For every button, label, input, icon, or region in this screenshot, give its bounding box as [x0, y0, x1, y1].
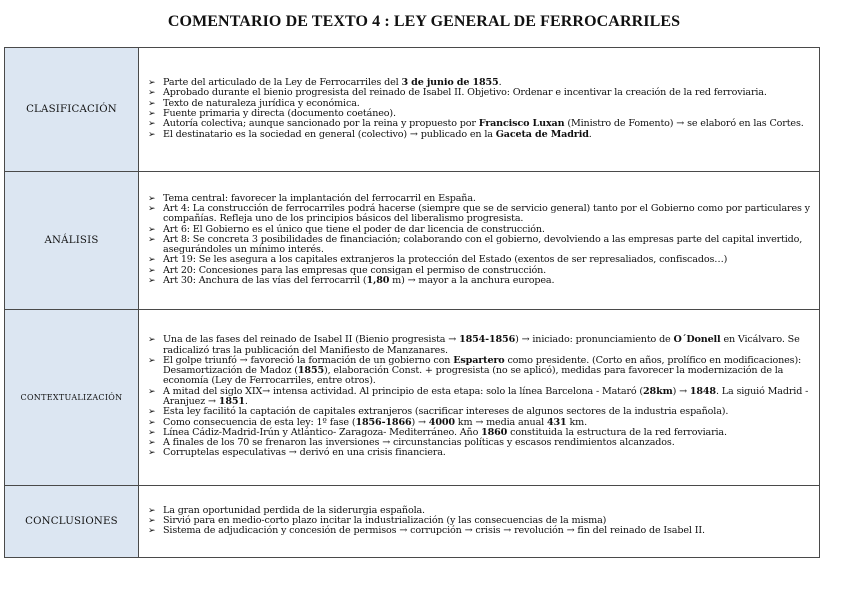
bold-text: 28km: [643, 385, 673, 397]
text-segment: constituida la estructura de la red ferroviaria.: [507, 426, 727, 438]
section-content: [139, 48, 820, 172]
arrow-bullet-icon: ➢: [148, 526, 156, 537]
bold-text: 3 de junio de 1855: [401, 77, 499, 89]
text-segment: ) →: [411, 416, 429, 428]
arrow-bullet-icon: ➢: [148, 427, 156, 438]
bold-text: Francisco Luxan: [478, 118, 565, 130]
text-segment: Parte del articulado de la Ley de Ferrocarriles del: [163, 77, 402, 89]
text-segment: Sirvió para en medio-corto plazo incitar la industrialización (y las consecuencias de la misma): [163, 514, 607, 526]
arrow-bullet-icon: ➢: [148, 129, 156, 140]
bullet-list: [145, 194, 815, 287]
text-segment: Art 8: Se concreta 3 posibilidades de financiación; colaborando con el gobierno, devolviendo a las empresas parte del capital invertido, asegurándoles un mínimo interés.: [163, 233, 803, 256]
text-segment: A mitad del siglo XIX→ intensa actividad. Al principio de esta etapa: solo la línea Barcelona - Mataró (: [163, 385, 644, 397]
arrow-bullet-icon: ➢: [148, 224, 156, 235]
arrow-bullet-icon: ➢: [148, 109, 156, 119]
text-segment: ) →: [672, 385, 690, 397]
section-label: CLASIFICACIÓN: [5, 48, 139, 172]
section-row: [5, 172, 820, 310]
arrow-bullet-icon: ➢: [148, 417, 156, 428]
arrow-bullet-icon: ➢: [148, 203, 156, 214]
text-segment: Art 4: La construcción de ferrocarriles podrá hacerse (siempre que se de servicio general) tanto por el Gobierno como por particulares y compañías. Refleja uno de los principios básicos del liberalismo progresista.: [163, 202, 810, 225]
text-segment: Una de las fases del reinado de Isabel II (Bienio progresista →: [163, 334, 460, 346]
text-segment: m) → mayor a la anchura europea.: [389, 275, 555, 287]
arrow-bullet-icon: ➢: [148, 276, 156, 287]
text-segment: Texto de naturaleza jurídica y económica.: [163, 97, 360, 109]
arrow-bullet-icon: ➢: [148, 255, 156, 266]
bold-text: 1856-1866: [355, 416, 412, 428]
bullet-item: [145, 526, 815, 536]
text-segment: Tema central: favorecer la implantación del ferrocarril en España.: [163, 192, 476, 204]
arrow-bullet-icon: ➢: [148, 505, 156, 516]
section-content: [139, 486, 820, 558]
arrow-bullet-icon: ➢: [148, 386, 156, 397]
arrow-bullet-icon: ➢: [148, 515, 156, 526]
bold-text: Gaceta de Madrid: [495, 128, 589, 140]
text-segment: km → media anual: [454, 416, 547, 428]
arrow-bullet-icon: ➢: [148, 119, 156, 130]
arrow-bullet-icon: ➢: [148, 265, 156, 276]
bullet-item: [145, 387, 815, 408]
bold-text: 1,80: [366, 275, 390, 287]
document-title: COMENTARIO DE TEXTO 4 : LEY GENERAL DE FERROCARRILES: [167, 13, 681, 30]
arrow-bullet-icon: ➢: [148, 88, 156, 99]
text-segment: como presidente. (Corto en años, prolífico en modificaciones): Desamortización de Madoz (: [163, 354, 802, 377]
text-segment: Fuente primaria y directa (documento coetáneo).: [163, 108, 396, 119]
bullet-list: [145, 506, 815, 537]
bullet-item: [145, 204, 815, 225]
arrow-bullet-icon: ➢: [148, 355, 156, 366]
text-segment: Autoría colectiva; aunque sancionado por la reina y propuesto por: [163, 118, 479, 130]
text-segment: Art 30: Anchura de las vías del ferrocarril (: [163, 275, 367, 287]
text-segment: . La siguió Madrid - Aranjuez →: [163, 385, 809, 407]
text-segment: .: [498, 77, 502, 89]
section-row: [5, 48, 820, 172]
arrow-bullet-icon: ➢: [148, 407, 156, 418]
section-content: [139, 172, 820, 310]
arrow-bullet-icon: ➢: [148, 234, 156, 245]
text-segment: Corruptelas especulativas → derivó en una crisis financiera.: [163, 447, 446, 459]
bullet-item: [145, 276, 815, 286]
text-segment: km.: [566, 416, 587, 428]
bullet-item: [145, 235, 815, 256]
arrow-bullet-icon: ➢: [148, 78, 156, 89]
bullet-item: [145, 335, 815, 356]
bold-text: 4000: [428, 416, 455, 428]
bold-text: 1854-1856: [459, 334, 516, 346]
bold-text: 431: [546, 416, 567, 428]
bold-text: 1848: [689, 385, 716, 397]
text-segment: .: [244, 396, 248, 407]
text-segment: El golpe triunfó → favoreció la formación de un gobierno con: [163, 354, 454, 366]
text-segment: Esta ley facilitó la captación de capitales extranjeros (sacrificar intereses de algunos sectores de la industria española).: [163, 406, 729, 418]
text-segment: ) → iniciado: pronunciamiento de: [515, 334, 674, 346]
section-row: [5, 310, 820, 486]
bullet-item: [145, 356, 815, 387]
text-segment: Art 6: El Gobierno es el único que tiene el poder de dar licencia de construcción.: [163, 223, 545, 235]
text-segment: Art 19: Se les asegura a los capitales extranjeros la protección del Estado (exentos de ser represaliados, confiscados…): [163, 254, 728, 266]
section-label: CONTEXTUALIZACIÓN: [5, 310, 139, 486]
comment-table: [4, 47, 820, 558]
arrow-bullet-icon: ➢: [148, 448, 156, 459]
bullet-item: [145, 130, 815, 140]
bullet-list: [145, 78, 815, 140]
text-segment: El destinatario es la sociedad en general (colectivo) → publicado en la: [163, 128, 496, 140]
bold-text: 1851: [218, 396, 245, 407]
bold-text: O´Donell: [673, 334, 721, 346]
bullet-list: [145, 335, 815, 459]
arrow-bullet-icon: ➢: [148, 438, 156, 449]
text-segment: (Ministro de Fomento) → se elaboró en las Cortes.: [564, 118, 804, 130]
section-label: ANÁLISIS: [5, 172, 139, 310]
arrow-bullet-icon: ➢: [148, 98, 156, 109]
text-segment: Sistema de adjudicación y concesión de permisos → corrupción → crisis → revolución → fin del reinado de Isabel II.: [163, 525, 705, 537]
section-row: [5, 486, 820, 558]
bold-text: 1860: [481, 426, 508, 438]
text-segment: A finales de los 70 se frenaron las inversiones → circunstancias políticas y escasos rendimientos alcanzados.: [163, 437, 675, 449]
bullet-item: [145, 448, 815, 458]
section-content: [139, 310, 820, 486]
bold-text: 1855: [297, 365, 325, 377]
text-segment: ), elaboración Const. + progresista (no se aplicó), medidas para favorecer la modernización de la economía (Ley de Ferrocarriles, entre otros).: [163, 365, 784, 387]
arrow-bullet-icon: ➢: [148, 335, 156, 346]
text-segment: Art 20: Concesiones para las empresas que consigan el permiso de construcción.: [163, 264, 547, 276]
text-segment: Línea Cádiz-Madrid-Irún y Atlántico- Zaragoza- Mediterráneo. Año: [163, 426, 482, 438]
text-segment: .: [588, 128, 592, 140]
section-label: CONCLUSIONES: [5, 486, 139, 558]
text-segment: Como consecuencia de esta ley: 1º fase (: [163, 416, 356, 428]
text-segment: Aprobado durante el bienio progresista del reinado de Isabel II. Objetivo: Ordenar e incentivar la creación de la red ferroviaria.: [163, 87, 767, 99]
text-segment: La gran oportunidad perdida de la siderurgia española.: [163, 504, 425, 516]
text-segment: en Vicálvaro. Se radicalizó tras la publicación del Manifiesto de Manzanares.: [163, 334, 800, 356]
bold-text: Espartero: [453, 354, 505, 366]
arrow-bullet-icon: ➢: [148, 193, 156, 204]
